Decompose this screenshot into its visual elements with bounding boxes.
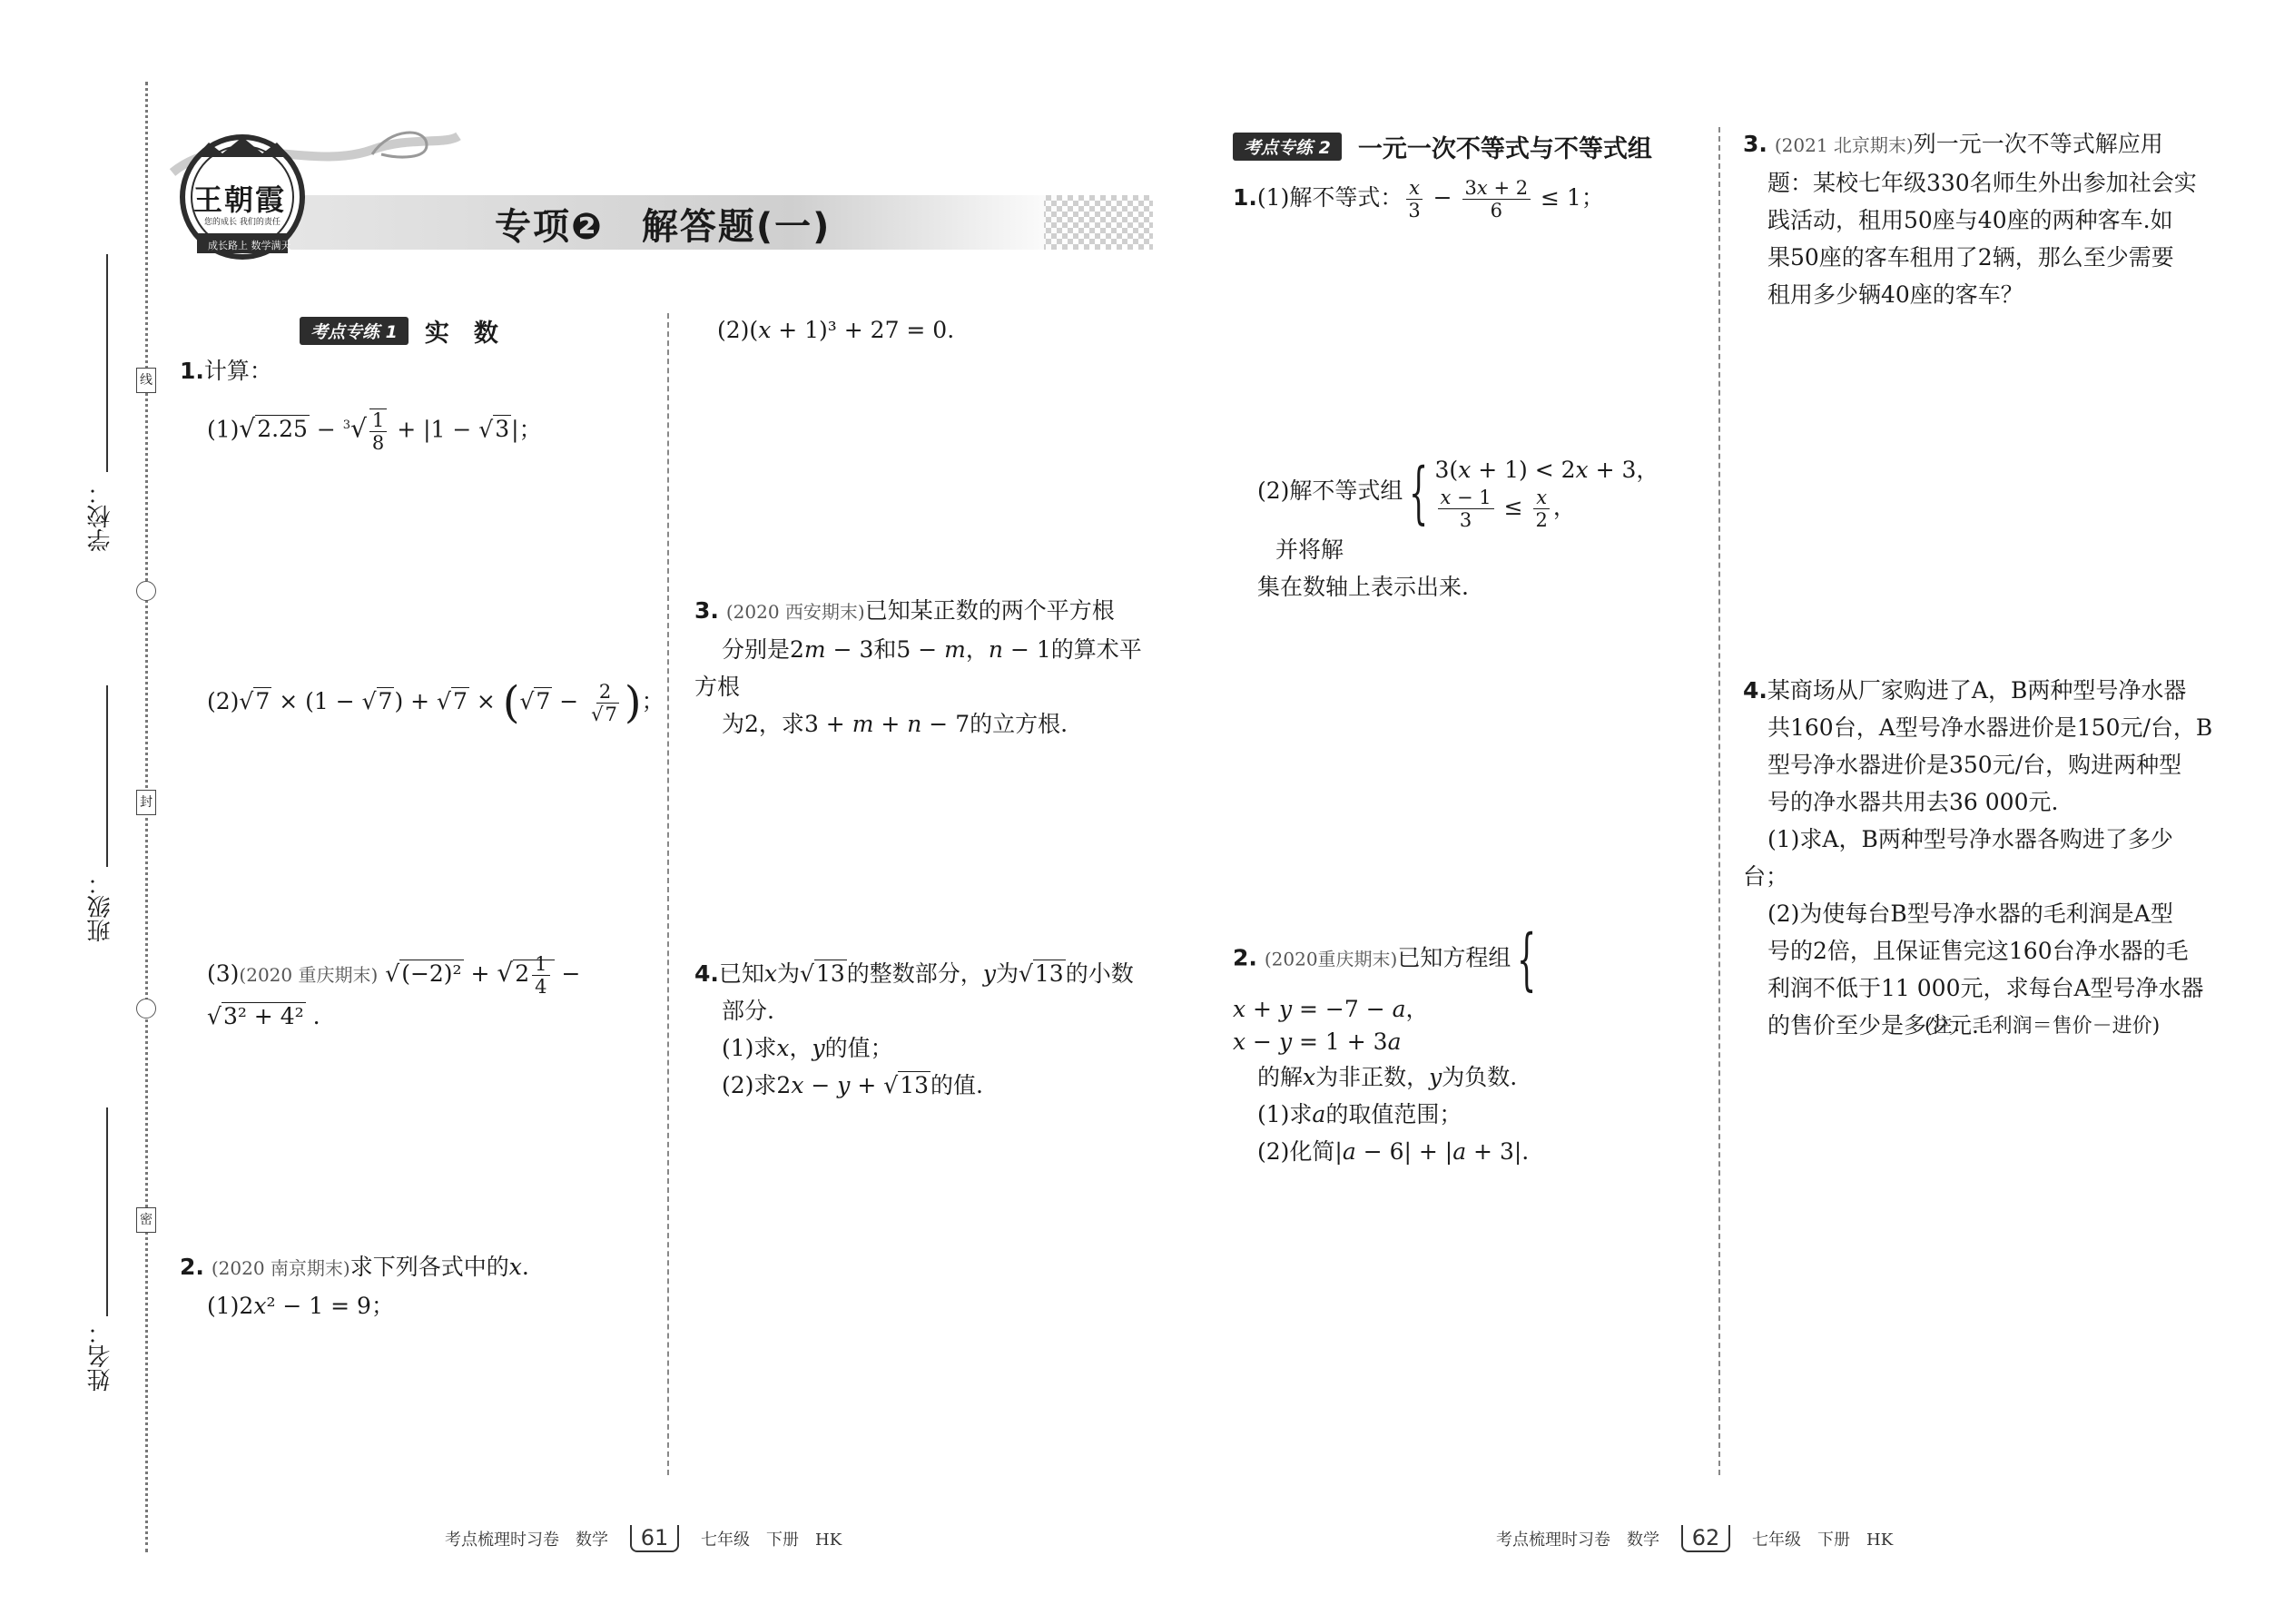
question-text: (1)解不等式：: [1256, 184, 1403, 211]
cut-mark-line: 线: [136, 368, 156, 393]
question-text: 某商场从厂家购进了A，B两种型号净水器: [1767, 677, 2187, 704]
question-number: 1.: [180, 358, 204, 384]
p62-question-4-note: (注：毛利润＝售价－进价): [1925, 1015, 2161, 1038]
question-text: (1)求: [1257, 1101, 1313, 1127]
question-number: 4.: [694, 960, 719, 987]
question-number: 1.: [1233, 184, 1257, 211]
question-text: (2)求: [722, 1072, 777, 1098]
section-tag: 考点专练 2: [1233, 133, 1342, 161]
cut-mark-seal: 封: [136, 790, 156, 815]
column-divider: [667, 313, 669, 1475]
logo-motto: 您的成长 我们的责任: [204, 218, 281, 227]
question-text: 为: [777, 960, 801, 987]
logo-name: 王朝霞: [193, 182, 287, 217]
logo-banner-text: 成长路上 数学满天: [208, 240, 291, 251]
question-text: 的值.: [930, 1072, 983, 1098]
question-number: 2.: [180, 1254, 204, 1280]
name-blank[interactable]: [106, 1107, 108, 1316]
sub-label: (3): [207, 960, 240, 987]
question-text: 并将解: [1275, 536, 1344, 563]
question-4: 4.已知x为√13的整数部分，y为√13的小数 部分. (1)求x，y的值； (2)求2x − y + √13的值.: [694, 960, 1134, 1098]
question-text: 和: [873, 636, 897, 663]
column-divider: [1718, 127, 1720, 1475]
question-text: (2)为使每台B型号净水器的毛利润是A型: [1767, 901, 2173, 927]
question-text: (2)化简: [1257, 1138, 1335, 1165]
p62-question-1: 1.(1)解不等式： $\frac{x}{3}$ − $\frac{3x + 2}{6}$ ≤ 1；: [1233, 177, 1604, 221]
name-label: 姓名：: [87, 1321, 114, 1392]
question-3: 3. (2020 西安期末)已知某正数的两个平方根 分别是2m − 3和5 − m，n − 1的算术平方根 为2，求3 + m + n − 7的立方根.: [694, 597, 1142, 737]
sub-label: (1): [207, 416, 240, 443]
question-text: 的算术平方根: [694, 636, 1142, 700]
question-number: 3.: [1743, 131, 1767, 157]
question-number: 3.: [694, 597, 719, 624]
question-text: 租用多少辆40座的客车？: [1767, 281, 2023, 308]
footer-left: [445, 1525, 842, 1552]
footer-text: 考点梳理时习卷 数学: [445, 1530, 608, 1550]
binding-hole: [136, 999, 156, 1019]
sub-label: (2): [717, 317, 750, 343]
question-text: 号的净水器共用去36 000元.: [1767, 789, 2059, 815]
question-text: 共160台，A型号净水器进价是150元/台，B: [1767, 714, 2213, 741]
question-text: ，求: [758, 711, 804, 737]
question-text: 的售价至少是多少元.: [1767, 1012, 1979, 1038]
footer-text: 七年级 下册 HK: [701, 1530, 842, 1550]
p62-question-4: [1743, 672, 2215, 1044]
binding-dotted-line: [145, 82, 148, 1552]
p62-question-3: [1743, 125, 2215, 313]
page-number: 62: [1681, 1525, 1731, 1552]
question-text: 分别是: [722, 636, 791, 663]
question-text: 求下列各式中的: [350, 1254, 509, 1280]
question-text: 已知某正数的两个平方根: [864, 597, 1115, 624]
brand-logo: [177, 132, 309, 263]
question-1-2: (2)√7 × (1 − √7) + √7 × (√7 − $\frac{2}{√7}$ )；: [207, 677, 665, 728]
question-text: 的解: [1257, 1064, 1304, 1090]
question-text: 的取值范围；: [1325, 1101, 1462, 1127]
class-label: 班级：: [87, 871, 114, 942]
question-text: 践活动，租用50座与40座的两种客车.如: [1767, 207, 2173, 233]
question-text: (1)求A，B两种型号净水器各购进了多少台；: [1743, 826, 2173, 890]
p62-question-1-2: (2)解不等式组{ 3(x + 1) < 2x + 3， $\frac{x - 1}{3}$ ≤ $\frac{x}{2}$ ， 并将解 集在数轴上表示出来.: [1257, 453, 1659, 600]
footer-text: 七年级 下册 HK: [1752, 1530, 1894, 1550]
question-text: 为非正数，: [1315, 1064, 1430, 1090]
footer-text: 考点梳理时习卷 数学: [1496, 1530, 1659, 1550]
sub-label: (1): [207, 1293, 240, 1319]
question-2-1: (1)2x² − 1 = 9；: [207, 1293, 394, 1319]
footer-right: [1496, 1525, 1893, 1552]
class-blank[interactable]: [106, 685, 108, 867]
question-text: 果50座的客车租用了2辆，那么至少需要: [1767, 244, 2174, 271]
question-text: (1)求: [722, 1035, 777, 1061]
section-title: 实 数: [424, 320, 498, 348]
question-text: 号的2倍，且保证售完这160台净水器的毛: [1767, 938, 2189, 964]
source-tag: (2020 重庆期末): [239, 964, 379, 986]
question-1-1: (1)√2.25 − $^3$√ $\frac{1}{8}$ + |1 − √3|；: [207, 408, 542, 454]
question-text: 集在数轴上表示出来.: [1257, 574, 1469, 600]
page-number: 61: [630, 1525, 680, 1552]
question-text: 为: [995, 960, 1019, 987]
question-text: 列一元一次不等式解应用: [1913, 131, 2163, 157]
question-1: [180, 352, 272, 389]
section2-heading: [1233, 129, 1652, 164]
question-text: 为: [722, 711, 745, 737]
question-number: 4.: [1743, 677, 1767, 704]
binding-hole: [136, 581, 156, 601]
source-tag: (2021 北京期末): [1774, 134, 1914, 156]
question-text: 型号净水器进价是350元/台，购进两种型: [1767, 752, 2182, 778]
school-label: 学校：: [87, 481, 114, 552]
question-text: 的小数: [1065, 960, 1134, 987]
question-text: 部分.: [722, 998, 774, 1024]
question-2-2: (2)(x + 1)³ + 27 = 0.: [717, 317, 955, 343]
section-tag: 考点专练 1: [300, 317, 409, 345]
section1-heading: [300, 313, 498, 349]
cut-mark-secret: 密: [136, 1207, 156, 1233]
sub-label: (2): [207, 688, 240, 714]
question-2: 2. (2020 南京期末)求下列各式中的x.: [180, 1254, 529, 1280]
question-text: 的值；: [824, 1035, 893, 1061]
question-text: (2)解不等式组: [1257, 477, 1403, 504]
question-text: 题：某校七年级330名师生外出参加社会实: [1767, 170, 2197, 196]
source-tag: (2020重庆期末): [1264, 948, 1398, 970]
source-tag: (2020 西安期末): [725, 601, 865, 623]
question-1-3: (3)(2020 重庆期末) √(−2)² + √2 $\frac{1}{4}$ − √3² + 4² .: [207, 953, 581, 1029]
question-text: 已知: [718, 960, 764, 987]
question-text: 的立方根.: [970, 711, 1068, 737]
question-text: 已知方程组: [1397, 944, 1511, 971]
question-text: 计算：: [203, 358, 272, 384]
section-title: 一元一次不等式与不等式组: [1357, 135, 1652, 163]
question-text: 利润不低于11 000元，求每台A型号净水器: [1767, 975, 2204, 1001]
p62-question-2: 2. (2020重庆期末)已知方程组{ x + y = −7 − a， x − y = 1 + 3a 的解x为非正数，y为负数. (1)求a的取值范围； (2)化简|a − 6| + |a + 3|.: [1233, 920, 1537, 1165]
question-number: 2.: [1233, 944, 1257, 971]
page-title: 专项❷ 解答题(一): [495, 206, 832, 248]
source-tag: (2020 南京期末): [211, 1257, 350, 1279]
question-text: 为负数.: [1442, 1064, 1518, 1090]
question-text: 的整数部分，: [846, 960, 983, 987]
school-blank[interactable]: [106, 254, 108, 472]
